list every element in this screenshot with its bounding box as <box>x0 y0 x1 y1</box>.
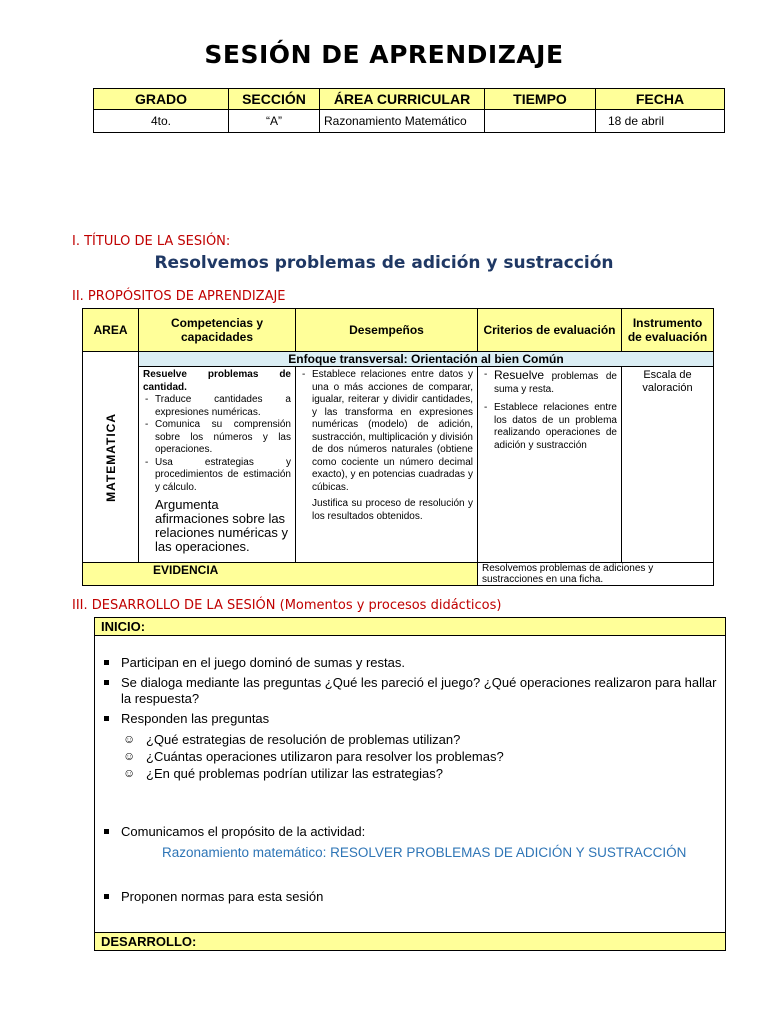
bullet-text: Proponen normas para esta sesión <box>121 889 324 904</box>
criterio-item: - Establece relaciones entre los datos de un problema realizando operaciones de adición y sustracción <box>494 402 617 452</box>
evidencia-text: Resolvemos problemas de adiciones y sustracciones en una ficha. <box>478 563 714 586</box>
value-tiempo <box>485 110 596 133</box>
criterio-item <box>494 369 617 396</box>
col-area: AREA <box>83 309 139 352</box>
smiley-icon: ☺ <box>123 766 136 780</box>
header-area: ÁREA CURRICULAR <box>320 89 485 110</box>
enfoque-row: Enfoque transversal: Orientación al bien Común <box>139 352 714 367</box>
header-fecha: FECHA <box>596 89 725 110</box>
section-title-1: I. TÍTULO DE LA SESIÓN: <box>72 234 231 249</box>
header-grado: GRADO <box>94 89 229 110</box>
header-tiempo: TIEMPO <box>485 89 596 110</box>
instrumento-cell: Escala de valoración <box>622 367 714 563</box>
capacidad-extra: Argumenta afirmaciones sobre las relaciones numéricas y las operaciones. <box>155 497 288 554</box>
purposes-table <box>82 308 714 586</box>
page-title: SESIÓN DE APRENDIZAJE <box>204 40 564 69</box>
desarrollo-label: DESARROLLO: <box>95 932 725 950</box>
section-title-2: II. PROPÓSITOS DE APRENDIZAJE <box>72 289 286 304</box>
question-text: ¿Cuántas operaciones utilizaron para resolver los problemas? <box>146 749 504 764</box>
inicio-label: INICIO: <box>95 618 725 636</box>
header-seccion: SECCIÓN <box>229 89 320 110</box>
section-title-3: III. DESARROLLO DE LA SESIÓN (Momentos y procesos didácticos) <box>72 598 502 613</box>
criterio-1a: Resuelve <box>494 368 545 382</box>
evidencia-label: EVIDENCIA <box>83 563 478 586</box>
col-criterios: Criterios de evaluación <box>478 309 622 352</box>
value-fecha: 18 de abril <box>596 110 725 133</box>
desempeno-extra: Justifica su proceso de resolución y los resultados obtenidos. <box>312 498 473 522</box>
info-table <box>93 88 725 133</box>
competencias-cell <box>139 367 296 563</box>
col-desempenos: Desempeños <box>296 309 478 352</box>
smiley-icon: ☺ <box>123 749 136 763</box>
value-seccion: “A” <box>229 110 320 133</box>
area-cell <box>83 352 139 563</box>
capacidad-item: - Usa estrategias y procedimientos de estimación y cálculo. <box>155 457 291 495</box>
session-title: Resolvemos problemas de adición y sustracción <box>154 253 614 273</box>
proposito-text: Razonamiento matemático: RESOLVER PROBLEMAS DE ADICIÓN Y SUSTRACCIÓN <box>162 845 687 860</box>
col-competencias: Competencias y capacidades <box>139 309 296 352</box>
desempenos-cell <box>296 367 478 563</box>
value-grado: 4to. <box>94 110 229 133</box>
bullet-text: Responden las preguntas <box>121 711 270 726</box>
area-label: MATEMATICA <box>103 412 118 502</box>
bullet-text: Comunicamos el propósito de la actividad: <box>121 824 366 839</box>
smiley-icon: ☺ <box>123 732 136 746</box>
desempeno-text: - Establece relaciones entre datos y una o más acciones de comparar, igualar, reiterar y dividir cantidades, y las transforma en expresiones numéricas (modelo) de adición, sustracción, multiplicación y división de dos números naturales (obtiene como cociente un número decimal exacto), y en potencias cuadradas y cúbicas. <box>312 369 473 494</box>
competencia-text: Resuelve problemas de cantidad. <box>143 369 291 393</box>
col-instrumento: Instrumento de evaluación <box>622 309 714 352</box>
question-text: ¿En qué problemas podrían utilizar las estrategias? <box>146 766 443 781</box>
bullet-text: Se dialoga mediante las preguntas ¿Qué les pareció el juego? ¿Qué operaciones realizaron para hallar la respuesta? <box>121 675 717 706</box>
value-area: Razonamiento Matemático <box>320 110 485 133</box>
question-text: ¿Qué estrategias de resolución de problemas utilizan? <box>146 732 461 747</box>
capacidad-item: - Traduce cantidades a expresiones numéricas. <box>155 394 291 419</box>
criterios-cell <box>478 367 622 563</box>
capacidad-item: - Comunica su comprensión sobre los números y las operaciones. <box>155 419 291 457</box>
bullet-text: Participan en el juego dominó de sumas y restas. <box>121 655 405 670</box>
criterio-1b: problemas de suma y resta. <box>494 371 617 395</box>
